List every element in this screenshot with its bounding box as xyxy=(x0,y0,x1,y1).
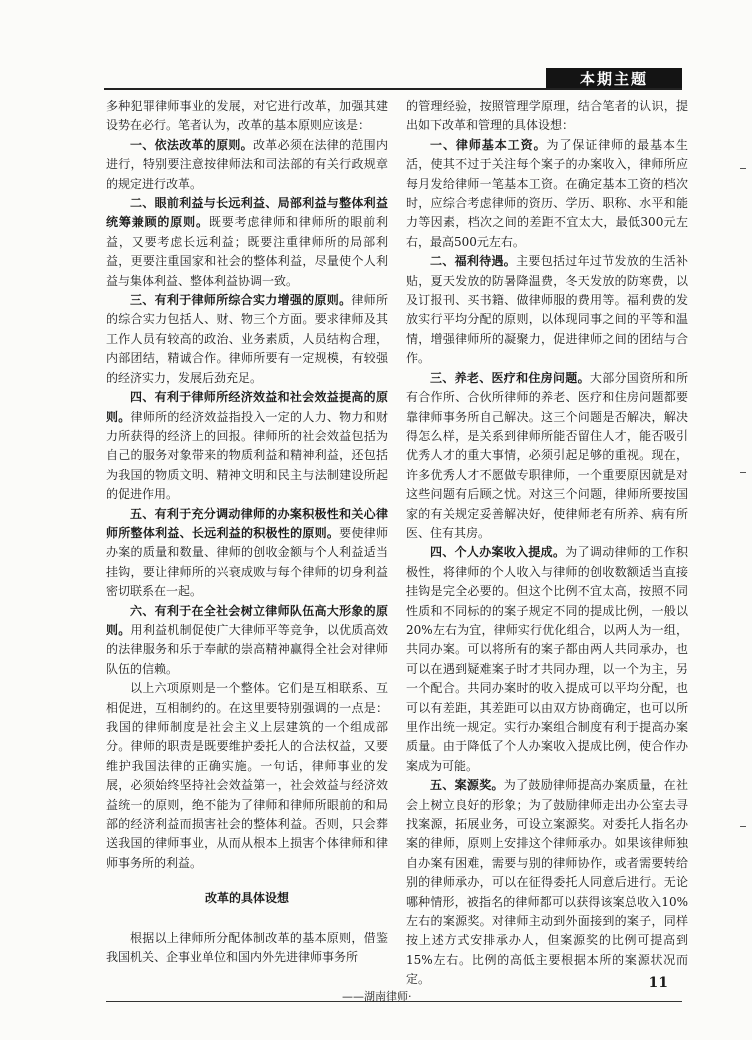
header-rule xyxy=(104,88,682,90)
page-number: 11 xyxy=(648,975,668,991)
scan-edge-mark xyxy=(740,472,746,473)
journal-name: ——湖南律师· xyxy=(342,990,412,1003)
paragraph xyxy=(106,388,388,504)
paragraph xyxy=(106,194,388,291)
principle-heading: 三、有利于律师所综合实力增强的原则。 xyxy=(130,293,352,308)
paragraph-text: 为了调动律师的工作积极性，将律师的个人收入与律师的创收数额适当直接挂钩是完全必要的。但这个比例不宜太高，按照不同性质和不同标的的案子规定不同的提成比例，一般以20%左右为宜，律师实行优化组合，以两人为一组，共同办案。可以将所有的案子都由两人共同承办，也可以在遇到疑难案子时才共同办理，以一个为主，另一个配合。共同办案时的收入提成可以平均分配，也可以有差距，其差距可以由双方协商确定，也可以所里作出统一规定。实行办案组合制度有利于提高办案质量。由于降低了个人办案收入提成比例，使合作办案成为可能。 xyxy=(406,545,688,773)
paragraph xyxy=(106,291,388,388)
paragraph: 多种犯罪律师事业的发展，对它进行改革，加强其建设势在必行。笔者认为，改革的基本原则应该是： xyxy=(106,99,388,133)
paragraph xyxy=(406,369,688,544)
principle-heading: 六、有利于在全社会树立律师队伍高大形象的原则。 xyxy=(106,603,388,637)
paragraph-text: 改革必须在法律的范围内进行，特别要注意按律师法和司法部的有关行政规章的规定进行改革。 xyxy=(106,137,388,191)
proposal-heading: 五、案源奖。 xyxy=(430,778,504,793)
principle-heading: 四、有利于律师所经济效益和社会效益提高的原则。 xyxy=(106,390,388,424)
paragraph xyxy=(406,543,688,776)
proposal-heading: 四、个人办案收入提成。 xyxy=(430,545,566,560)
paragraph xyxy=(106,505,388,602)
paragraph xyxy=(406,776,688,989)
right-column xyxy=(406,97,688,990)
paragraph: 的管理经验，按照管理学原理，结合笔者的认识，提出如下改革和管理的具体设想： xyxy=(406,99,688,133)
paragraph-text: 既要考虑律师和律师所的眼前利益，又要考虑长远利益；既要注重律师所的局部利益，更要注重国家和社会的整体利益，尽量使个人利益与集体利益、整体利益协调一致。 xyxy=(106,215,388,288)
left-column xyxy=(106,97,388,967)
proposal-heading: 三、养老、医疗和住房问题。 xyxy=(430,370,590,385)
proposal-heading: 二、福利待遇。 xyxy=(430,254,517,269)
principle-heading: 二、眼前利益与长远利益、局部利益与整体利益统筹兼顾的原则。 xyxy=(106,196,388,230)
paragraph-text: 要使律师办案的质量和数量、律师的创收金额与个人利益适当挂钩，要让律师所的兴衰成败与每个律师的切身利益密切联系在一起。 xyxy=(106,525,388,599)
paragraph: 以上六项原则是一个整体。它们是互相联系、互相促进，互相制约的。在这里要特别强调的一点是：我国的律师制度是社会主义上层建筑的一个组成部分。律师的职责是既要维护委托人的合法权益，又要维护我国法律的正确实施。一句话，律师事业的发展，必须始终坚持社会效益第一，社会效益与经济效益统一的原则，绝不能为了律师和律师所眼前的和局部的经济利益而损害社会的整体利益。否则，只会葬送我国的律师事业，从而从根本上损害个体律师和律师事务所的利益。 xyxy=(106,681,388,870)
paragraph-text: 律师所的综合实力包括人、财、物三个方面。要求律师及其工作人员有较高的政治、业务素质，人员结构合理，内部团结，精诚合作。律师所要有一定规模，有较强的经济实力，发展后劲充足。 xyxy=(106,293,388,385)
paragraph xyxy=(106,602,388,680)
principle-heading: 一、依法改革的原则。 xyxy=(130,137,253,152)
paragraph-text: 为了鼓励律师提高办案质量，在社会上树立良好的形象；为了鼓励律师走出办公室去寻找案源，拓展业务，可设立案源奖。对委托人指名办案的律师，原则上安排这个律师承办。如果该律师独自办案有困难，需要与别的律师协作，或者需要转给别的律师承办，可以在征得委托人同意后进行。无论哪种情形，被指名的律师都可以获得该案总收入10%左右的案源奖。对律师主动到外面接到的案子，同样按上述方式安排承办人，但案源奖的比例可提高到15%左右。比例的高低主要根据本所的案源状况而定。 xyxy=(406,778,688,987)
paragraph-text: 主要包括过年过节发放的生活补贴，夏天发放的防暑降温费，冬天发放的防寒费，以及订报刊、买书籍、做律师服的费用等。福利费的发放实行平均分配的原则，以体现同事之间的平等和温情，增强律师所的凝聚力，促进律师之间的团结与合作。 xyxy=(406,254,688,366)
section-label: 本期主题 xyxy=(546,68,682,90)
scan-edge-mark xyxy=(740,826,746,827)
section-title: 改革的具体设想 xyxy=(204,891,289,906)
paragraph xyxy=(406,136,688,252)
proposal-heading: 一、律师基本工资。 xyxy=(430,137,547,152)
paragraph-text: 大部分国资所和所有合作所、合伙所律师的养老、医疗和住房问题都要靠律师事务所自己解决。这三个问题是否解决，解决得怎么样，是关系到律师所能否留住人才，能否吸引优秀人才的重大事情，必须引起足够的重视。现在，许多优秀人才不愿做专职律师，一个重要原因就是对这些问题有后顾之忧。对这三个问题，律师所要按国家的有关规定妥善解决好，使律师老有所养、病有所医、住有其房。 xyxy=(406,370,688,540)
scan-edge-mark xyxy=(740,168,746,169)
paragraph xyxy=(106,136,388,194)
paragraph: 根据以上律师所分配体制改革的基本原则，借鉴我国机关、企事业单位和国内外先进律师事务所 xyxy=(106,930,388,965)
paragraph xyxy=(406,252,688,368)
principle-heading: 五、有利于充分调动律师的办案积极性和关心律师所整体利益、长远利益的积极性的原则。 xyxy=(106,506,388,540)
paragraph-text: 用利益机制促使广大律师平等竞争，以优质高效的法律服务和乐于奉献的崇高精神赢得全社会对律师队伍的信赖。 xyxy=(106,622,388,676)
page-footer xyxy=(106,975,682,1020)
paragraph-text: 律师所的经济效益指投入一定的人力、物力和财力所获得的经济上的回报。律师所的社会效益包括为自己的服务对象带来的物质利益和精神利益，还包括为我国的物质文明、精神文明和民主与法制建设所起的促进作用。 xyxy=(106,409,388,502)
paragraph-text: 为了保证律师的最基本生活，使其不过于关注每个案子的办案收入，律师所应每月发给律师一笔基本工资。在确定基本工资的档次时，应综合考虑律师的资历、学历、职称、水平和能力等因素，档次之间的差距不宜太大，最低300元左右，最高500元左右。 xyxy=(406,137,688,249)
